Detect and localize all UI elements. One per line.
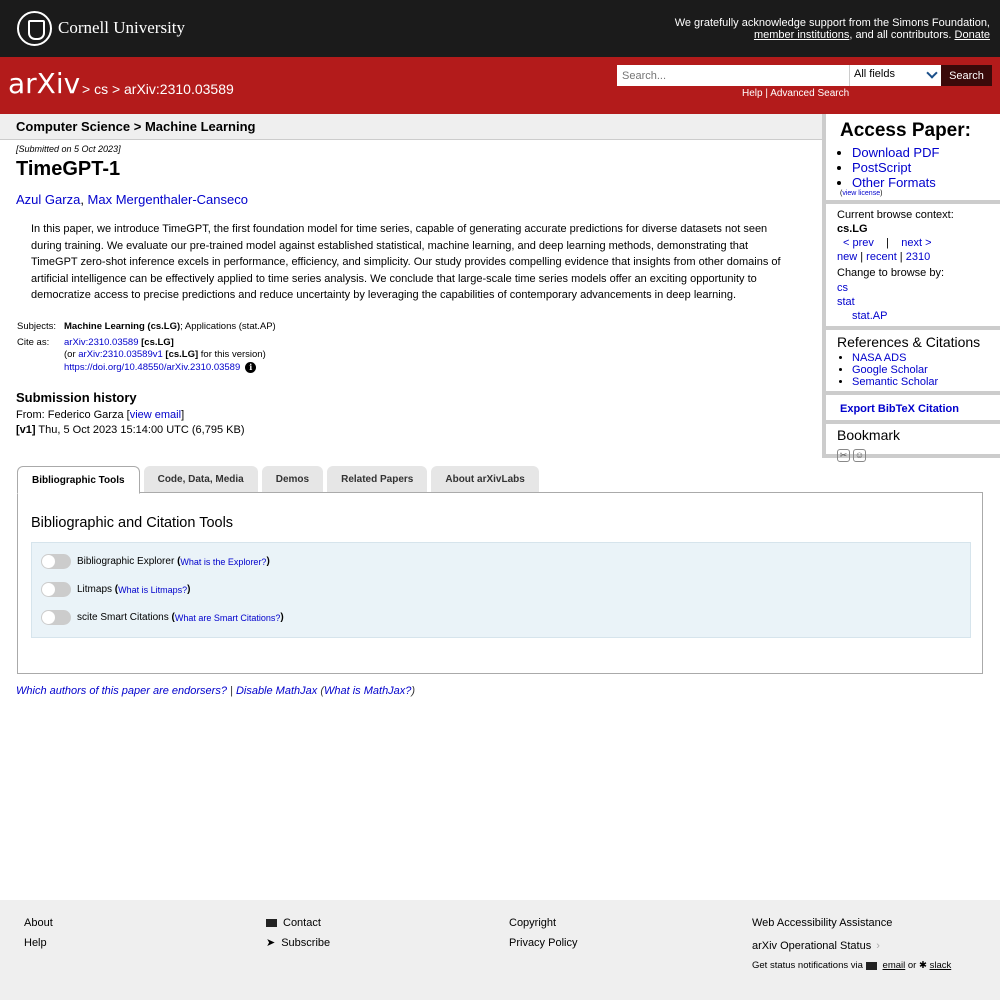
submission-history-title: Submission history — [16, 390, 137, 405]
footer-help-link[interactable]: Help — [24, 937, 47, 949]
postscript-link[interactable]: PostScript — [852, 160, 912, 175]
browse-context-section: Current browse context: cs.LG < prev | next > new | recent | 2310 Change to browse by: cs stat stat.AP — [826, 204, 1000, 330]
footer-contact-link[interactable]: Contact — [283, 917, 321, 929]
labs-tabs — [17, 466, 543, 494]
search-button[interactable]: Search — [941, 65, 992, 86]
references-section — [826, 330, 1000, 395]
footer-privacy-link[interactable]: Privacy Policy — [509, 937, 578, 949]
notify-email-link[interactable]: email — [882, 960, 906, 971]
arxiv-logo[interactable]: arXiv — [8, 67, 81, 100]
subjects-label: Subjects: — [17, 321, 57, 332]
access-links — [837, 145, 1000, 190]
other-formats-link[interactable]: Other Formats — [852, 175, 936, 190]
footer-status-link[interactable]: arXiv Operational Status — [752, 940, 872, 952]
references-list — [837, 352, 1000, 388]
notify-slack-link[interactable]: slack — [929, 960, 952, 971]
endorse-line: Which authors of this paper are endorsers? | Disable MathJax (What is MathJax?) — [16, 685, 416, 697]
author-separator: , — [80, 192, 88, 207]
toggle-row: scite Smart Citations ( What are Smart Citations? ) — [41, 610, 284, 625]
envelope-icon — [266, 919, 277, 927]
cite-version-text: for this version) — [200, 349, 266, 360]
what-is-mathjax-link[interactable]: What is MathJax? — [324, 685, 412, 697]
footer-about-link[interactable]: About — [24, 917, 53, 929]
header-bar — [0, 57, 1000, 114]
bibtex-section — [826, 395, 1000, 424]
google-scholar-link[interactable]: Google Scholar — [852, 364, 928, 376]
footer-col-1 — [24, 913, 53, 953]
tab-panel — [17, 492, 983, 674]
view-email-link[interactable]: view email — [129, 409, 182, 421]
toggle-row: Bibliographic Explorer ( What is the Explorer? ) — [41, 554, 270, 569]
month-link[interactable]: 2310 — [905, 251, 931, 263]
browse-cs-link[interactable]: cs — [837, 282, 848, 294]
toggle-label: scite Smart Citations — [77, 612, 169, 623]
tab-related-papers[interactable]: Related Papers — [327, 466, 427, 493]
bibliographic-explorer-toggle[interactable] — [41, 554, 71, 569]
cornell-seal-icon[interactable] — [17, 11, 52, 46]
access-paper-title: Access Paper: — [840, 120, 971, 141]
version-entry — [16, 424, 244, 436]
category-header — [0, 114, 822, 140]
paper-plane-icon: ➤ — [266, 937, 276, 949]
toggle-row: Litmaps ( What is Litmaps? ) — [41, 582, 191, 597]
donate-link[interactable]: Donate — [954, 29, 990, 41]
prev-link[interactable]: < prev — [843, 237, 874, 249]
panel-title: Bibliographic and Citation Tools — [31, 515, 234, 531]
endorsers-link[interactable]: Which authors of this paper are endorsers? — [16, 685, 227, 697]
metadata-table — [17, 321, 276, 377]
tab-bibliographic-tools[interactable]: Bibliographic Tools — [17, 466, 140, 494]
chevron-down-icon — [926, 67, 937, 78]
support-line2: , and all contributors. — [849, 29, 952, 41]
toggle-help-link[interactable]: What are Smart Citations? — [174, 612, 281, 623]
toggle-help-link[interactable]: What is Litmaps? — [118, 584, 188, 595]
cite-id-link[interactable]: arXiv:2310.03589 — [64, 336, 139, 348]
view-license-link[interactable]: view license — [842, 190, 881, 197]
breadcrumb[interactable]: > cs > arXiv:2310.03589 — [82, 81, 234, 97]
primary-subject: Machine Learning (cs.LG) — [64, 321, 181, 332]
tab-code-data-media[interactable]: Code, Data, Media — [144, 466, 258, 493]
paper-title: TimeGPT-1 — [16, 158, 121, 180]
submission-date: [Submitted on 5 Oct 2023] — [16, 144, 121, 154]
toggle-label: Litmaps — [77, 584, 113, 595]
tab-about-arxivlabs[interactable]: About arXivLabs — [431, 466, 538, 493]
footer — [0, 900, 1000, 1000]
download-pdf-link[interactable]: Download PDF — [852, 145, 940, 160]
bookmark-title: Bookmark — [837, 427, 901, 443]
info-icon[interactable]: i — [245, 362, 256, 373]
top-bar — [0, 0, 1000, 57]
submission-from — [16, 409, 184, 421]
footer-accessibility-link[interactable]: Web Accessibility Assistance — [752, 917, 893, 929]
footer-copyright-link[interactable]: Copyright — [509, 917, 557, 929]
browse-context-label: Current browse context: — [837, 209, 954, 221]
disable-mathjax-link[interactable]: Disable MathJax — [235, 685, 318, 697]
sidebar — [822, 114, 1000, 458]
cite-or-text: (or — [64, 349, 76, 360]
tab-demos[interactable]: Demos — [262, 466, 323, 493]
submitter-close: ] — [181, 409, 185, 421]
bookmark-section — [826, 424, 1000, 463]
search-form — [617, 65, 992, 86]
endorse-separator: | — [226, 685, 236, 697]
cite-version-category: [cs.LG] — [165, 349, 199, 360]
notify-or: or — [907, 960, 917, 971]
cite-version-link[interactable]: arXiv:2310.03589v1 — [78, 349, 163, 360]
browse-stat-ap-link[interactable]: stat.AP — [852, 310, 888, 322]
author-link[interactable]: Azul Garza — [16, 192, 81, 207]
member-institutions-link[interactable]: member institutions — [753, 29, 850, 41]
new-link[interactable]: new — [837, 251, 858, 263]
author-link[interactable]: Max Mergenthaler-Canseco — [87, 192, 248, 207]
browse-stat-link[interactable]: stat — [837, 296, 855, 308]
toggle-help-link[interactable]: What is the Explorer? — [180, 556, 267, 567]
chevron-right-icon: › — [876, 940, 880, 952]
support-line1: We gratefully acknowledge support from the Simons Foundation, — [674, 17, 990, 29]
help-link[interactable]: Help — [742, 88, 763, 99]
scite-toggle[interactable] — [41, 610, 71, 625]
version-date: Thu, 5 Oct 2023 15:14:00 UTC (6,795 KB) — [38, 424, 245, 436]
semantic-scholar-link[interactable]: Semantic Scholar — [852, 376, 939, 388]
footer-col-3 — [509, 913, 577, 953]
version-label: [v1] — [16, 424, 36, 436]
search-links-separator: | — [765, 88, 768, 99]
nasa-ads-link[interactable]: NASA ADS — [852, 352, 907, 364]
bibsonomy-icon[interactable]: ✂ — [837, 449, 850, 462]
references-title: References & Citations — [837, 334, 981, 350]
search-field-value: All fields — [854, 68, 895, 80]
search-links — [742, 88, 849, 99]
support-acknowledgement — [675, 17, 990, 41]
cite-category: [cs.LG] — [141, 336, 174, 348]
reddit-icon[interactable]: ☺ — [854, 450, 865, 460]
submitter-text: From: Federico Garza [ — [16, 409, 130, 421]
footer-subscribe-link[interactable]: Subscribe — [281, 937, 331, 949]
envelope-icon — [866, 962, 877, 970]
toggle-label: Bibliographic Explorer — [77, 556, 175, 567]
litmaps-toggle[interactable] — [41, 582, 71, 597]
access-paper-section — [826, 114, 1000, 204]
authors — [16, 192, 248, 207]
doi-link[interactable]: https://doi.org/10.48550/arXiv.2310.03589 — [64, 361, 241, 373]
footer-col-4 — [752, 913, 951, 976]
slack-icon: ✱ — [918, 960, 927, 971]
prev-next-separator: | — [886, 237, 889, 249]
cornell-university-link[interactable]: Cornell University — [58, 18, 186, 37]
recent-link[interactable]: recent — [866, 251, 897, 263]
advanced-search-link[interactable]: Advanced Search — [770, 88, 850, 99]
secondary-subjects: ; Applications (stat.AP) — [180, 321, 276, 332]
browse-context-value: cs.LG — [837, 223, 868, 235]
search-field-select[interactable] — [849, 65, 941, 86]
notify-text: Get status notifications via — [752, 960, 863, 971]
license-note: (view license) — [840, 190, 883, 197]
toggle-list — [31, 542, 971, 638]
footer-col-2 — [266, 913, 330, 953]
next-link[interactable]: next > — [901, 237, 932, 249]
change-browse-label: Change to browse by: — [837, 267, 945, 279]
category-title: Computer Science > Machine Learning — [16, 119, 256, 134]
abstract: In this paper, we introduce TimeGPT, the first foundation model for time series, capable of generating accurate predictions for diverse datasets not seen during training. We evaluate our pre-trained model against established statistical, machine learning, and deep learning methods, demonstrating that TimeGPT zero-shot inference excels in performance, efficiency, and simplicity. Our study provides compelling evidence that insights from other domains of artificial intelligence can be effectively applied to time series analysis. We conclude that large-scale time series models offer an exciting opportunity to democratize access to precise predictions and reduce uncertainty by leveraging the capabilities of contemporary advancements in deep learning. — [31, 223, 781, 301]
search-input[interactable] — [617, 65, 849, 86]
cite-label: Cite as: — [17, 336, 50, 348]
export-bibtex-link[interactable]: Export BibTeX Citation — [840, 403, 959, 415]
